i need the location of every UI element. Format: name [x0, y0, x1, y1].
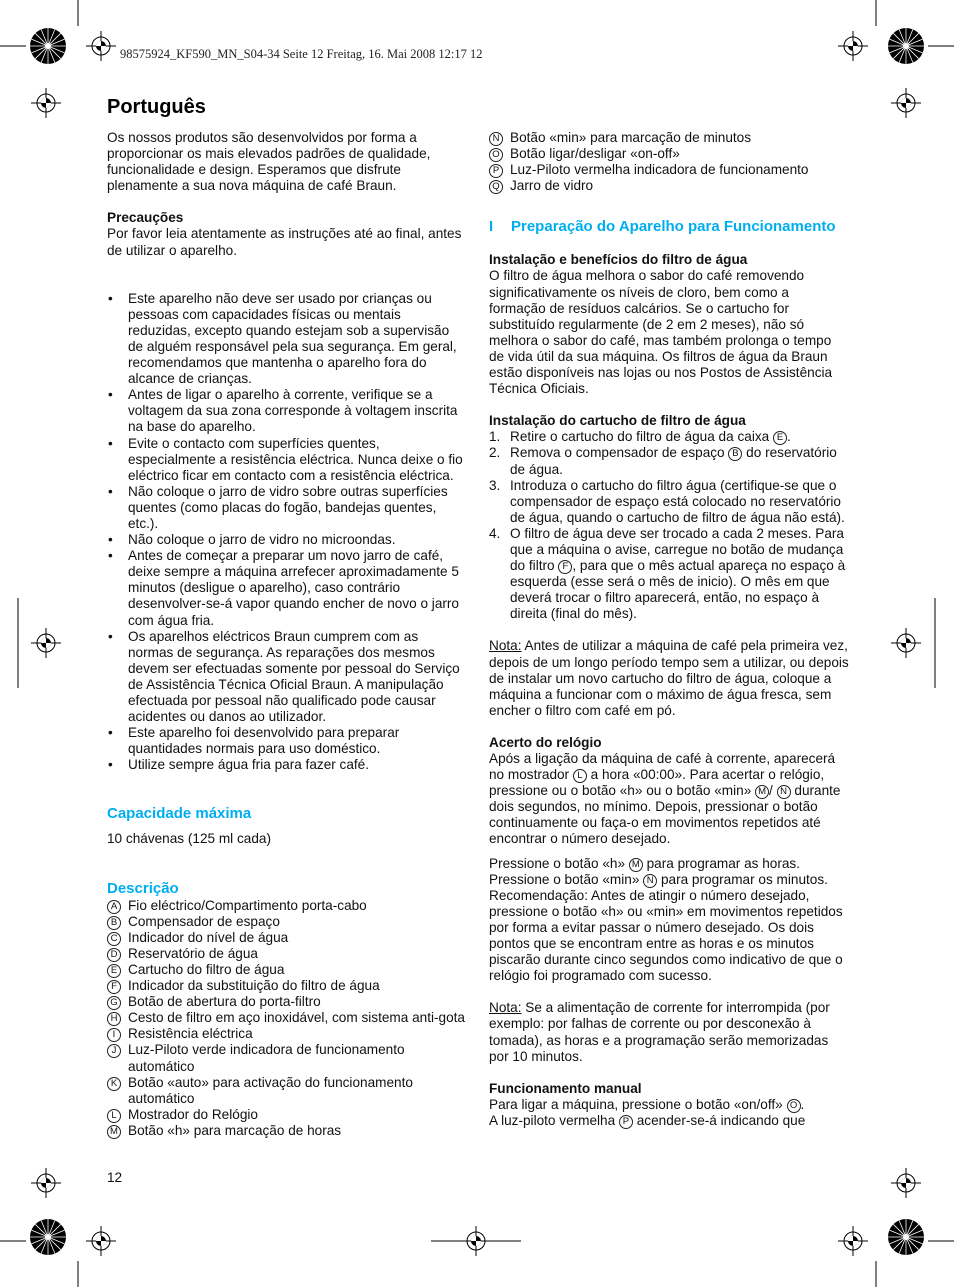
intro-paragraph: Os nossos produtos são desenvolvidos por forma a proporcionar os mais elevados padrões de qualidade, funcionalidade e design. Esperamos que disfrute plenamente a sua nova máquina de café Braun. — [107, 130, 431, 194]
clock-text — [489, 751, 849, 848]
part-letter: O — [787, 1099, 801, 1113]
note-text: Se a alimentação de corrente for interrompida (por exemplo: por falhas de corrente ou por desconexão à tomada), as horas e a programação serão memorizadas por 10 minutos. — [489, 1000, 830, 1064]
press-text: Pressione o botão «h» — [489, 855, 626, 871]
crosshair-icon — [31, 88, 61, 118]
page-title: Português — [107, 96, 206, 118]
press-text: Pressione o botão «min» — [489, 871, 640, 887]
registration-star-icon — [30, 1219, 66, 1255]
part-letter: O — [489, 148, 503, 162]
list-item — [107, 978, 467, 994]
part-letter: M — [629, 858, 643, 872]
part-letter: Q — [489, 180, 503, 194]
part-label: Botão de abertura do porta-filtro — [128, 994, 321, 1010]
list-item: • Não coloque o jarro de vidro no microondas. — [107, 532, 467, 548]
crosshair-icon — [838, 31, 868, 61]
note-paragraph — [489, 1000, 849, 1064]
step-text: Remova o compensador de espaço — [510, 445, 725, 461]
part-letter: A — [107, 900, 121, 914]
list-item: • Não coloque o jarro de vidro sobre outras superfícies quentes (como placas do fogão, bandejas quentes, etc.). — [107, 484, 467, 532]
manual-text-part: . — [800, 1096, 805, 1112]
list-item — [107, 962, 467, 978]
step-number: 4. — [489, 525, 501, 541]
list-item: • Antes de começar a preparar um novo jarro de café, deixe sempre a máquina arrefecer aproximadamente 5 minutos (desligue o aparelho), caso contrário desenvolver-se-á vapor quando encher de novo o jarro com água fria. — [107, 548, 467, 628]
part-letter: L — [573, 769, 587, 783]
list-item — [107, 930, 467, 946]
crosshair-icon — [891, 88, 921, 118]
part-letter: B — [107, 916, 121, 930]
clock-text-part: durante dois segundos, no mínimo. Depois, pressionar o botão continuamente ou faça-o em movimentos repetidos até encontrar o número desejado. — [489, 783, 841, 847]
list-item: • Os aparelhos eléctricos Braun cumprem com as normas de segurança. As reparações dos mesmos devem ser efectuadas somente por pessoal do Serviço de Assistência Técnica Oficial Braun. A manipulação efectuada por pessoal não qualificado pode causar acidentes ou danos ao utilizador. — [107, 629, 467, 726]
filter-text: O filtro de água melhora o sabor do café removendo significativamente os níveis de cloro, bem como a formação de resíduos calcários. Se o cartucho for substituído regularmente (de 2 em 2 meses), não só melhora o sabor do café, mas também prolonga o tempo de vida útil da sua máquina. Os filtros de água da Braun estão disponíveis nas lojas ou nos Postos de Assistência Técnica Oficiais. — [489, 268, 833, 397]
crosshair-icon — [86, 31, 116, 61]
part-letter: N — [777, 785, 791, 799]
manual-text-part: Para ligar a máquina, pressione o botão «on/off» — [489, 1096, 783, 1112]
part-label: Cesto de filtro em aço inoxidável, com sistema anti-gota — [128, 1010, 465, 1026]
capacity-heading: Capacidade máxima — [107, 805, 252, 823]
part-label: Indicador da substituição do filtro de água — [128, 978, 380, 994]
part-letter: K — [107, 1077, 121, 1091]
part-letter: M — [755, 785, 769, 799]
list-item — [107, 914, 467, 930]
list-item — [489, 445, 849, 477]
note-label: Nota: — [489, 1000, 522, 1016]
part-letter: F — [558, 560, 572, 574]
filter-heading: Instalação e benefícios do filtro de água — [489, 252, 748, 268]
crosshair-icon — [838, 1226, 868, 1256]
part-letter: B — [728, 447, 742, 461]
crosshair-icon — [31, 1168, 61, 1198]
list-item — [107, 1075, 467, 1107]
crosshair-icon — [891, 628, 921, 658]
capacity-text: 10 chávenas (125 ml cada) — [107, 831, 271, 847]
part-label: Compensador de espaço — [128, 913, 280, 929]
list-item — [489, 478, 849, 526]
list-item — [107, 1042, 467, 1074]
part-label: Mostrador do Relógio — [128, 1106, 258, 1122]
part-letter: I — [107, 1028, 121, 1042]
part-label: Botão «h» para marcação de horas — [128, 1122, 342, 1138]
part-letter: D — [107, 948, 121, 962]
note-text: Antes de utilizar a máquina de café pela primeira vez, depois de um longo período tempo sem a utilizar, ou depois de instalar um novo cartucho do filtro de água, coloque a máquina a funcionar com o máximo de água fresca, sem encher o filtro com café em pó. — [489, 638, 849, 718]
list-item — [489, 429, 849, 445]
list-item — [107, 1010, 467, 1026]
section-title: Preparação do Aparelho para Funcionamento — [511, 218, 836, 236]
registration-star-icon — [888, 1219, 924, 1255]
step-text: , para que o mês actual apareça no espaço à esquerda (esse será o mês de inicio). O mês em que deverá trocar o filtro aparecerá, então, no espaço à direita (final do mês). — [510, 558, 846, 622]
part-letter: M — [107, 1125, 121, 1139]
list-item: • Este aparelho foi desenvolvido para preparar quantidades normais para uso doméstico. — [107, 725, 467, 757]
part-letter: N — [489, 132, 503, 146]
left-column — [107, 130, 467, 1139]
list-item — [489, 162, 849, 178]
list-item — [107, 946, 467, 962]
part-letter: P — [489, 164, 503, 178]
step-number: 2. — [489, 445, 501, 461]
manual-text — [489, 1097, 849, 1113]
recommendation-text: Recomendação: Antes de atingir o número desejado, pressione o botão «h» ou «min» em movimentos repetidos por forma a evitar passar o número desejado. Os dois pontos que se encontram entre as horas e os minutos piscarão durante cinco segundos como indicativo de que o relógio foi programado com sucesso. — [489, 887, 843, 984]
step-text: Retire o cartucho do filtro de água da caixa — [510, 429, 770, 445]
part-letter: N — [643, 874, 657, 888]
part-letter: G — [107, 996, 121, 1010]
part-label: Cartucho do filtro de água — [128, 961, 285, 977]
part-label: Luz-Piloto vermelha indicadora de funcionamento — [510, 162, 809, 178]
step-number: 3. — [489, 477, 501, 493]
precautions-list — [107, 291, 467, 774]
parts-list-continued — [489, 130, 849, 194]
list-item — [489, 526, 849, 623]
part-label: Jarro de vidro — [510, 178, 594, 194]
manual-text — [489, 1113, 849, 1129]
list-item: • Utilize sempre água fria para fazer café. — [107, 757, 467, 773]
list-item — [107, 898, 467, 914]
manual-text-part: acender-se-á indicando que — [636, 1112, 806, 1128]
right-column — [489, 130, 849, 1129]
part-label: Luz-Piloto verde indicadora de funcionamento automático — [128, 1042, 405, 1074]
clock-text-part: a hora «00:00». Para acertar o relógio, pressione ou o botão «h» ou o botão «min» — [489, 767, 825, 799]
precautions-text: Por favor leia atentamente as instruções até ao final, antes de utilizar o aparelho. — [107, 226, 462, 258]
manual-heading: Funcionamento manual — [489, 1080, 642, 1096]
clock-text-part: Após a ligação da máquina de café à corrente, aparecerá no mostrador — [489, 751, 836, 783]
part-label: Indicador do nível de água — [128, 929, 289, 945]
list-item — [489, 178, 849, 194]
part-letter: F — [107, 980, 121, 994]
list-item — [107, 1026, 467, 1042]
registration-star-icon — [30, 28, 66, 64]
page-number: 12 — [107, 1170, 123, 1185]
step-number: 1. — [489, 429, 501, 445]
crosshair-icon — [86, 1226, 116, 1256]
part-label: Resistência eléctrica — [128, 1026, 253, 1042]
list-item: • Este aparelho não deve ser usado por crianças ou pessoas com capacidades físicas ou mentais reduzidas, excepto quando estejam sob a supervisão de alguém responsável pela sua segurança. Em geral, recomendamos que mantenha o aparelho fora do alcance de crianças. — [107, 291, 467, 388]
precautions-heading: Precauções — [107, 210, 184, 226]
section-heading — [489, 218, 849, 236]
step-text: O filtro de água deve ser trocado a cada 2 meses. Para que a máquina o avise, carregue no botão de mudança do filtro — [510, 525, 844, 574]
separator: / — [769, 783, 773, 799]
registration-star-icon — [888, 28, 924, 64]
crosshair-icon — [891, 1168, 921, 1198]
list-item — [107, 994, 467, 1010]
note-paragraph — [489, 638, 849, 718]
note-label: Nota: — [489, 638, 522, 654]
part-letter: L — [107, 1109, 121, 1123]
step-text: Introduza o cartucho do filtro água (certifique-se que o compensador de espaço está colocado no reservatório de água, quando o cartucho de filtro de água não está). — [510, 477, 845, 525]
step-text: . — [786, 429, 791, 445]
crosshair-icon — [31, 628, 61, 658]
list-item — [489, 146, 849, 162]
crosshair-icon — [461, 1226, 491, 1256]
list-item: • Evite o contacto com superfícies quentes, especialmente a resistência eléctrica. Nunca deixe o fio eléctrico ficar em contacto com a resistência eléctrica. — [107, 436, 467, 484]
press-h-line — [489, 856, 849, 872]
parts-list — [107, 898, 467, 1139]
list-item — [107, 1123, 467, 1139]
manual-text-part: A luz-piloto vermelha — [489, 1112, 616, 1128]
press-text: para programar as horas. — [646, 855, 800, 871]
description-heading: Descrição — [107, 879, 179, 897]
part-label: Fio eléctrico/Compartimento porta-cabo — [128, 897, 367, 913]
part-letter: C — [107, 932, 121, 946]
section-number: I — [489, 218, 494, 236]
part-label: Botão ligar/desligar «on-off» — [510, 146, 680, 162]
press-text: para programar os minutos. — [660, 871, 828, 887]
part-label: Botão «min» para marcação de minutos — [510, 130, 752, 145]
part-letter: J — [107, 1044, 121, 1058]
part-label: Reservatório de água — [128, 945, 258, 961]
list-item — [489, 130, 849, 146]
part-label: Botão «auto» para activação do funcionamento automático — [128, 1074, 413, 1106]
clock-heading: Acerto do relógio — [489, 734, 602, 750]
list-item — [107, 1107, 467, 1123]
part-letter: H — [107, 1012, 121, 1026]
press-min-line — [489, 872, 849, 888]
part-letter: P — [619, 1115, 633, 1129]
install-steps — [489, 429, 849, 622]
part-letter: E — [107, 964, 121, 978]
step-text: do reservatório de água. — [510, 445, 837, 477]
install-heading: Instalação do cartucho de filtro de água — [489, 413, 746, 429]
part-letter: E — [773, 431, 787, 445]
list-item: • Antes de ligar o aparelho à corrente, verifique se a voltagem da sua zona corresponde à voltagem inscrita na base do aparelho. — [107, 387, 467, 435]
print-header: 98575924_KF590_MN_S04-34 Seite 12 Freitag, 16. Mai 2008 12:17 12 — [120, 47, 483, 61]
